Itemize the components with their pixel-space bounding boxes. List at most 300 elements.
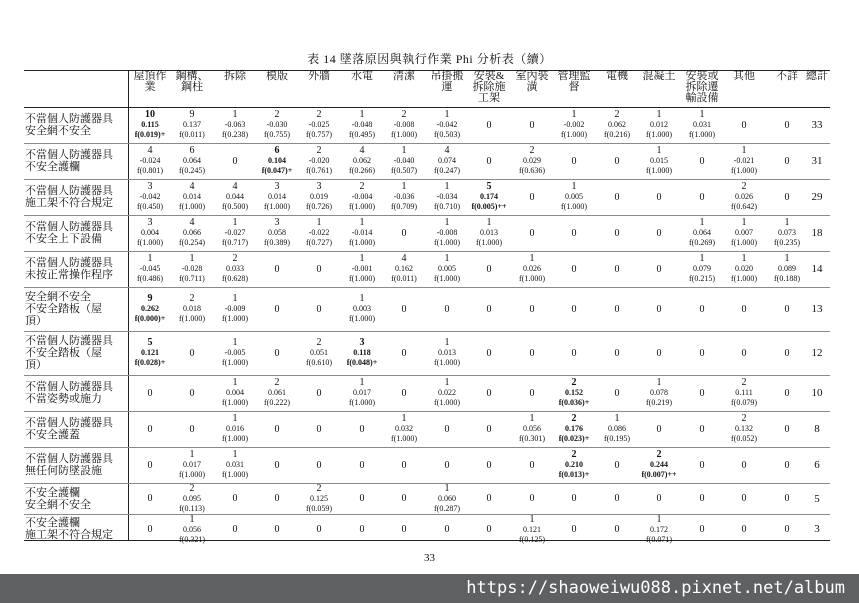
p-value-line [214, 398, 256, 408]
p-value-line [638, 470, 680, 480]
zero-cell: 0 [784, 387, 790, 399]
fisher-mark: f [731, 434, 734, 443]
row-label [25, 453, 126, 477]
count-value: 9 [147, 293, 153, 304]
phi-cell [723, 414, 765, 444]
zero-cell: 0 [359, 523, 365, 535]
fisher-mark: f [646, 166, 649, 175]
count-value: 4 [189, 181, 195, 192]
phi-cell [214, 450, 256, 480]
row-label [25, 257, 126, 281]
zero-cell: 0 [232, 155, 238, 167]
p-value: (0.301) [521, 434, 545, 443]
fisher-mark: f [774, 238, 777, 247]
fisher-mark: f [689, 274, 692, 283]
phi-cell [723, 378, 765, 408]
p-value-line [171, 504, 213, 514]
phi-cell [256, 146, 298, 176]
phi-cell [214, 254, 256, 284]
row-label-line: 不當姿勢或施力 [25, 393, 102, 405]
phi-value: 0.061 [268, 388, 286, 397]
fisher-mark: f [519, 166, 522, 175]
phi-cell [638, 146, 680, 176]
count-value: 2 [741, 181, 747, 192]
p-value: (0.266) [351, 166, 375, 175]
p-value-line [256, 166, 298, 176]
p-value-line [171, 130, 213, 140]
p-value-line [596, 130, 638, 140]
p-value-line [681, 238, 723, 248]
count-value: 2 [316, 337, 322, 348]
count-value: 2 [741, 377, 747, 388]
phi-cell [214, 338, 256, 368]
row-label [25, 291, 126, 327]
count-value: 1 [359, 109, 365, 120]
count-value: 1 [784, 217, 790, 228]
p-value: (0.761) [308, 166, 332, 175]
zero-cell: 0 [656, 227, 662, 239]
phi-value: 0.066 [183, 228, 201, 237]
zero-cell: 0 [699, 387, 705, 399]
row-label-line: 不安全護欄 [25, 161, 80, 173]
p-value-line [638, 535, 680, 545]
fisher-mark: f [222, 358, 225, 367]
count-value: 1 [571, 181, 577, 192]
fisher-mark: f [519, 535, 522, 544]
count-value: 2 [232, 253, 238, 264]
phi-cell [129, 294, 171, 324]
phi-value: -0.024 [139, 156, 161, 165]
row-label-line: 不安全護蓋 [25, 429, 80, 441]
count-value: 2 [189, 293, 195, 304]
significance-mark: + [160, 130, 166, 139]
p-value: (1.000) [181, 314, 205, 323]
fisher-mark: f [306, 358, 309, 367]
row-total: 6 [814, 459, 820, 471]
p-value-line [426, 202, 468, 212]
zero-cell: 0 [316, 423, 322, 435]
phi-cell [426, 338, 468, 368]
count-value: 2 [614, 109, 620, 120]
column-header: 吊掛搬運 [430, 70, 464, 93]
count-value: 4 [189, 217, 195, 228]
p-value: (0.642) [733, 202, 757, 211]
phi-value: -0.048 [351, 120, 373, 129]
zero-cell: 0 [614, 347, 620, 359]
phi-cell [681, 218, 723, 248]
phi-cell [681, 254, 723, 284]
p-value-line [511, 274, 553, 284]
p-value-line [341, 398, 383, 408]
p-value-line [214, 202, 256, 212]
p-value-line [383, 202, 425, 212]
p-value-line [129, 238, 171, 248]
fisher-mark: f [641, 470, 645, 479]
p-value-line [214, 434, 256, 444]
p-value: (0.247) [436, 166, 460, 175]
row-label [25, 417, 126, 441]
p-value-line [553, 130, 595, 140]
count-value: 1 [359, 377, 365, 388]
count-value: 2 [359, 181, 365, 192]
phi-value: -0.002 [563, 120, 585, 129]
count-value: 2 [189, 483, 195, 494]
phi-value: 0.031 [693, 120, 711, 129]
zero-cell: 0 [359, 459, 365, 471]
significance-mark: + [584, 434, 590, 443]
count-value: 1 [444, 181, 450, 192]
significance-mark: ++ [667, 470, 677, 479]
p-value-line [383, 274, 425, 284]
count-value: 6 [189, 145, 195, 156]
count-value: 4 [401, 253, 407, 264]
phi-cell [426, 110, 468, 140]
p-value: (0.219) [648, 398, 672, 407]
row-label-line: 不安全護欄 [25, 517, 80, 529]
phi-value: -0.045 [139, 264, 161, 273]
fisher-mark: f [561, 202, 564, 211]
phi-value: 0.089 [778, 264, 796, 273]
fisher-mark: f [179, 274, 182, 283]
row-label [25, 517, 126, 541]
count-value: 3 [274, 217, 280, 228]
p-value: (1.000) [393, 434, 417, 443]
zero-cell: 0 [401, 493, 407, 504]
zero-cell: 0 [784, 347, 790, 359]
zero-cell: 0 [274, 459, 280, 471]
p-value: (1.000) [563, 202, 587, 211]
fisher-mark: f [391, 130, 394, 139]
phi-cell [511, 254, 553, 284]
phi-value: 0.015 [650, 156, 668, 165]
p-value-line [426, 504, 468, 514]
fisher-mark: f [222, 470, 225, 479]
p-value-line [171, 166, 213, 176]
p-value-line [214, 314, 256, 324]
phi-cell [129, 182, 171, 212]
zero-cell: 0 [571, 347, 577, 359]
phi-value: 0.017 [183, 460, 201, 469]
phi-value: 0.104 [268, 156, 286, 165]
phi-value: 0.210 [565, 460, 583, 469]
zero-cell: 0 [656, 347, 662, 359]
p-value: (0.628) [224, 274, 248, 283]
column-header: 其他 [733, 70, 755, 82]
p-value: (0.059) [308, 504, 332, 513]
fisher-mark: f [137, 274, 140, 283]
p-value-line [511, 535, 553, 545]
fisher-mark: f [179, 314, 182, 323]
fisher-mark: f [222, 314, 225, 323]
fisher-mark: f [179, 535, 182, 544]
row-total: 14 [811, 263, 823, 275]
column-header: 安裝&拆除施工架 [472, 70, 506, 104]
phi-value: 0.073 [778, 228, 796, 237]
row-total: 5 [814, 492, 820, 505]
fisher-mark: f [134, 314, 138, 323]
zero-cell: 0 [486, 493, 492, 504]
phi-cell [214, 110, 256, 140]
zero-cell: 0 [656, 303, 662, 315]
row-label-line: 不當個人防護器具 [25, 381, 113, 393]
phi-value: -0.027 [224, 228, 246, 237]
row-separator [24, 411, 830, 412]
phi-value: -0.042 [436, 120, 458, 129]
phi-cell [214, 414, 256, 444]
significance-mark: + [287, 166, 293, 175]
phi-cell [553, 182, 595, 212]
row-total: 3 [814, 523, 820, 535]
zero-cell: 0 [359, 423, 365, 435]
phi-value: 0.062 [353, 156, 371, 165]
p-value-line [553, 398, 595, 408]
fisher-mark: f [558, 470, 562, 479]
count-value: 1 [401, 145, 407, 156]
p-value: (0.450) [139, 202, 163, 211]
fisher-mark: f [561, 130, 564, 139]
row-total: 33 [811, 119, 823, 131]
phi-cell [596, 110, 638, 140]
phi-cell [341, 146, 383, 176]
p-value: (0.717) [224, 238, 248, 247]
p-value: (0.048) [349, 358, 373, 367]
count-value: 2 [571, 449, 577, 460]
phi-cell [426, 484, 468, 514]
p-value-line [426, 166, 468, 176]
fisher-mark: f [349, 274, 352, 283]
phi-value: 0.058 [268, 228, 286, 237]
fisher-mark: f [137, 238, 140, 247]
phi-cell [171, 146, 213, 176]
phi-value: -0.025 [308, 120, 330, 129]
zero-cell: 0 [699, 459, 705, 471]
p-value: (1.000) [224, 434, 248, 443]
zero-cell: 0 [529, 493, 535, 504]
p-value-line [341, 166, 383, 176]
count-value: 3 [147, 217, 153, 228]
p-value-line [341, 274, 383, 284]
phi-value: 0.174 [480, 192, 498, 201]
phi-cell [298, 338, 340, 368]
phi-cell [638, 450, 680, 480]
zero-cell: 0 [784, 119, 790, 131]
p-value: (0.610) [308, 358, 332, 367]
phi-value: 0.062 [608, 120, 626, 129]
zero-cell: 0 [656, 263, 662, 275]
zero-cell: 0 [529, 119, 535, 131]
p-value-line [129, 130, 171, 140]
zero-cell: 0 [571, 155, 577, 167]
row-label [25, 149, 126, 173]
p-value: (0.125) [521, 535, 545, 544]
p-value-line [681, 274, 723, 284]
fisher-mark: f [264, 238, 267, 247]
count-value: 3 [359, 337, 365, 348]
zero-cell: 0 [741, 347, 747, 359]
phi-cell [129, 110, 171, 140]
fisher-mark: f [306, 504, 309, 513]
row-label-line: 不當個人防護器具 [25, 257, 113, 269]
phi-value: 0.051 [310, 348, 328, 357]
p-value-line [129, 166, 171, 176]
count-value: 1 [699, 253, 705, 264]
zero-cell: 0 [274, 263, 280, 275]
p-value: (0.710) [436, 202, 460, 211]
p-value-line [723, 166, 765, 176]
zero-cell: 0 [274, 493, 280, 504]
phi-value: 0.132 [735, 424, 753, 433]
zero-cell: 0 [486, 523, 492, 535]
count-value: 2 [571, 413, 577, 424]
row-label [25, 335, 126, 371]
p-value-line [723, 238, 765, 248]
p-value: (1.000) [181, 470, 205, 479]
phi-value: -0.063 [224, 120, 246, 129]
zero-cell: 0 [529, 227, 535, 239]
zero-cell: 0 [614, 191, 620, 203]
phi-value: 0.017 [353, 388, 371, 397]
fisher-mark: f [434, 238, 437, 247]
phi-value: 0.121 [523, 525, 541, 534]
phi-value: 0.018 [183, 304, 201, 313]
column-header: 混凝土 [642, 70, 676, 82]
zero-cell: 0 [316, 263, 322, 275]
count-value: 1 [656, 377, 662, 388]
phi-value: -0.042 [139, 192, 161, 201]
zero-cell: 0 [571, 493, 577, 504]
phi-value: 0.162 [395, 264, 413, 273]
fisher-mark: f [434, 358, 437, 367]
p-value: (0.023) [561, 434, 585, 443]
phi-cell [129, 218, 171, 248]
phi-cell [638, 378, 680, 408]
p-value: (0.287) [436, 504, 460, 513]
count-value: 1 [784, 253, 790, 264]
album-url-watermark: https://shaoweiwu088.pixnet.net/album [0, 574, 859, 603]
p-value: (0.709) [393, 202, 417, 211]
p-value: (0.389) [266, 238, 290, 247]
phi-value: -0.022 [308, 228, 330, 237]
phi-cell [298, 182, 340, 212]
row-label-line: 不安全踏板（屋 [25, 303, 102, 315]
significance-mark: + [584, 398, 590, 407]
fisher-mark: f [689, 238, 692, 247]
p-value-line [553, 434, 595, 444]
row-label-line: 安全網不安全 [25, 498, 91, 511]
zero-cell: 0 [486, 387, 492, 399]
fisher-mark: f [471, 202, 475, 211]
zero-cell: 0 [784, 155, 790, 167]
p-value-line [383, 434, 425, 444]
p-value: (1.000) [648, 166, 672, 175]
phi-cell [298, 484, 340, 514]
p-value-line [468, 238, 510, 248]
phi-cell [256, 110, 298, 140]
p-value-line [171, 535, 213, 545]
zero-cell: 0 [784, 303, 790, 315]
phi-cell [171, 218, 213, 248]
row-label-line: 不當個人防護器具 [25, 185, 113, 197]
p-value-line [723, 434, 765, 444]
p-value-line [766, 274, 808, 284]
zero-cell: 0 [316, 303, 322, 315]
phi-cell [426, 378, 468, 408]
p-value: (0.047) [264, 166, 288, 175]
zero-cell: 0 [614, 155, 620, 167]
count-value: 2 [316, 145, 322, 156]
phi-value: 0.033 [226, 264, 244, 273]
row-label-line: 不當個人防護器具 [25, 417, 113, 429]
count-value: 1 [401, 413, 407, 424]
fisher-mark: f [646, 535, 649, 544]
row-label-line: 不安全護欄 [25, 486, 80, 499]
p-value: (1.000) [436, 274, 460, 283]
row-label-line: 施工架不符合規定 [25, 529, 113, 541]
phi-value: 0.074 [438, 156, 456, 165]
fisher-mark: f [476, 238, 479, 247]
phi-value: 0.012 [650, 120, 668, 129]
zero-cell: 0 [147, 423, 153, 435]
row-label [25, 487, 126, 511]
p-value: (0.636) [521, 166, 545, 175]
phi-cell [171, 182, 213, 212]
phi-value: 0.026 [735, 192, 753, 201]
row-label-line: 安全網不安全 [25, 291, 91, 303]
zero-cell: 0 [784, 423, 790, 435]
p-value-line [129, 314, 171, 324]
row-label-line: 不當個人防護器具 [25, 113, 113, 125]
zero-cell: 0 [571, 523, 577, 535]
count-value: 1 [741, 253, 747, 264]
count-value: 4 [232, 181, 238, 192]
phi-cell [383, 414, 425, 444]
count-value: 1 [699, 109, 705, 120]
phi-cell [341, 254, 383, 284]
fisher-mark: f [306, 238, 309, 247]
p-value-line [426, 130, 468, 140]
row-separator [24, 215, 830, 216]
p-value: (0.235) [776, 238, 800, 247]
p-value: (1.000) [691, 130, 715, 139]
count-value: 1 [656, 514, 662, 525]
phi-value: -0.005 [224, 348, 246, 357]
phi-cell [383, 254, 425, 284]
phi-cell [553, 378, 595, 408]
p-value: (0.052) [733, 434, 757, 443]
fisher-mark: f [261, 166, 265, 175]
p-value: (1.000) [436, 238, 460, 247]
fisher-mark: f [179, 166, 182, 175]
fisher-mark: f [434, 130, 437, 139]
zero-cell: 0 [529, 191, 535, 203]
zero-cell: 0 [316, 387, 322, 399]
p-value-line [214, 130, 256, 140]
phi-value: 0.005 [565, 192, 583, 201]
fisher-mark: f [222, 398, 225, 407]
zero-cell: 0 [699, 303, 705, 315]
zero-cell: 0 [571, 227, 577, 239]
p-value-line [723, 202, 765, 212]
p-value-line [638, 398, 680, 408]
phi-value: 0.056 [183, 525, 201, 534]
p-value-line [341, 314, 383, 324]
zero-cell: 0 [571, 263, 577, 275]
zero-cell: 0 [444, 459, 450, 471]
p-value: (0.245) [181, 166, 205, 175]
phi-value: 0.029 [523, 156, 541, 165]
phi-cell [129, 338, 171, 368]
phi-cell [511, 515, 553, 545]
